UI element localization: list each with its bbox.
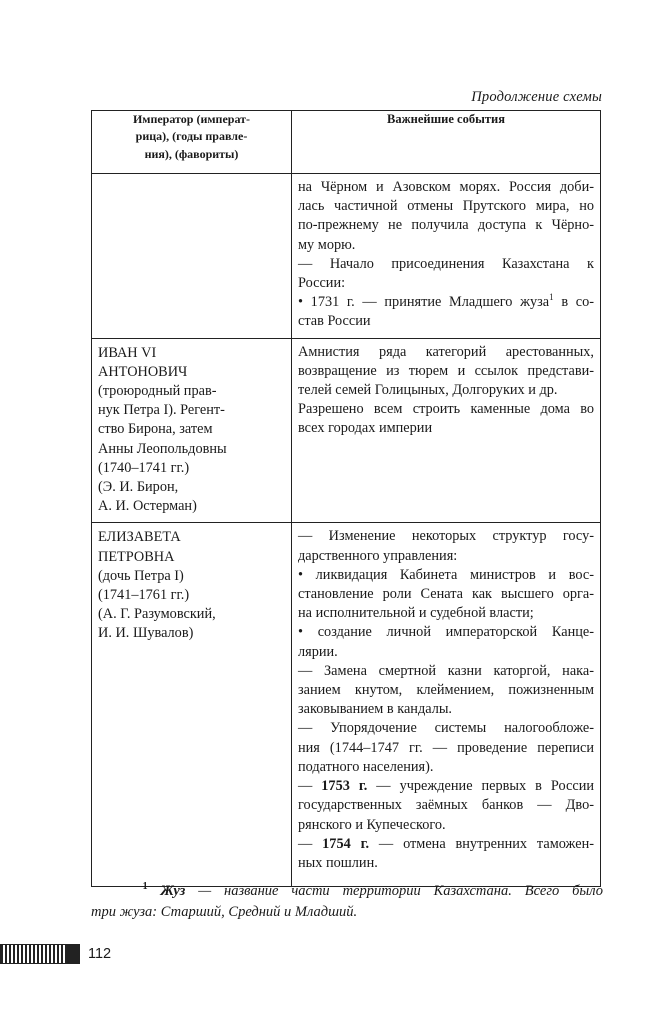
text-line: на Чёрном и Азовском морях. Россия доби- [298,179,594,195]
header-line: рица), (годы правле- [135,129,248,144]
text-line: • создание личной императорской Канце- [298,624,594,641]
footnote-text: — название части территории Казахстана. Всего было [185,883,603,899]
text-line: всех городах империи [298,420,433,437]
table-header-row [92,111,601,174]
footnote [91,881,603,923]
continuation-caption: Продолжение схемы [471,89,602,105]
event-year: 1754 г. [322,835,370,852]
text-line: му морю. [298,236,356,253]
header-line: ния), (фавориты) [144,146,239,161]
text-line: • ликвидация Кабинета министров и вос- [298,566,594,583]
text-line: занием кнутом, клеймением, пожизненным [298,682,594,699]
text-line: становление роли Сената как высшего орга- [298,586,594,603]
table-row [92,174,601,339]
events-table [91,110,601,887]
text-segment: — [298,778,322,795]
table-row [92,338,601,523]
column-header-events: Важнейшие события [292,111,601,174]
text-line: телей семей Голицыных, Долгоруких и др. [298,382,558,399]
text-line: — Изменение некоторых структур госу- [298,528,594,545]
favorites: И. И. Шувалов) [98,625,194,642]
text-segment: в со- [553,294,594,311]
text-line: государственных заёмных банков — Дво- [298,797,594,814]
events-cell [292,174,601,339]
text-segment: — отмена внутренних таможен- [369,835,594,852]
text-line: России: [298,275,346,292]
ruler-name: АНТОНОВИЧ [98,363,188,380]
table-row [92,523,601,887]
text-line: заковыванием в кандалы. [298,701,453,718]
text-line: Амнистия ряда категорий арестованных, [298,343,594,360]
text-line: лярии. [298,643,338,660]
text-line: лась частичной отмены Прутского мира, но [298,198,594,215]
event-year: 1753 г. [321,778,368,795]
reign-years: (1740–1741 гг.) [98,459,190,476]
favorites: А. И. Остерман) [98,498,197,515]
ruler-name: ЕЛИЗАВЕТА [98,529,181,546]
page-edge-marker [0,944,80,964]
text-line: возвращение из тюрем и ссылок представи- [298,362,594,379]
footnote-ref: 1 [549,292,554,303]
favorites: (Э. И. Бирон, [98,479,179,496]
footnote-mark: 1 [142,881,148,893]
text-line: ство Бирона, затем [98,421,213,438]
text-line: ных пошлин. [298,854,378,871]
text-line [298,293,594,312]
text-line: нук Петра I). Регент- [98,402,225,419]
favorites: (А. Г. Разумовский, [98,606,216,623]
footnote-term: Жуз [160,883,186,899]
ruler-cell-empty [92,174,292,339]
footnote-line: три жуза: Старший, Средний и Младший. [91,904,358,920]
text-line: на исполнительной и судебной власти; [298,605,534,622]
text-line: — Упорядочение системы налогообложе- [298,720,594,737]
text-line [298,777,594,796]
text-line: дарственного управления: [298,547,458,564]
page-number: 112 [88,946,112,962]
events-cell [292,523,601,887]
text-line: (троюродный прав- [98,383,217,400]
text-line: — Начало присоединения Казахстана к [298,255,594,272]
ruler-name: ИВАН VI [98,344,157,361]
text-segment: — [298,835,323,852]
text-line: став России [298,313,371,330]
text-segment: — учреждение первых в России [367,778,594,795]
header-line: Император (императ- [132,112,251,126]
events-cell [292,338,601,523]
text-line: рянского и Купеческого. [298,816,446,833]
text-line: податного населения). [298,758,434,775]
ruler-name: ПЕТРОВНА [98,548,175,565]
ruler-cell [92,338,292,523]
text-line: — Замена смертной казни каторгой, нака- [298,662,594,679]
text-line: (дочь Петра I) [98,567,184,584]
text-line: Анны Леопольдовны [98,440,227,457]
text-line: ния (1744–1747 гг. — проведение переписи [298,739,594,756]
footnote-line [91,881,603,902]
ruler-cell [92,523,292,887]
column-header-ruler [92,111,292,174]
text-line [298,835,594,854]
text-segment: • 1731 г. — принятие Младшего жуза [298,294,550,311]
text-line: по-прежнему не получила доступа к Чёрно- [298,217,594,234]
reign-years: (1741–1761 гг.) [98,587,190,604]
text-line: Разрешено всем строить каменные дома во [298,401,594,418]
